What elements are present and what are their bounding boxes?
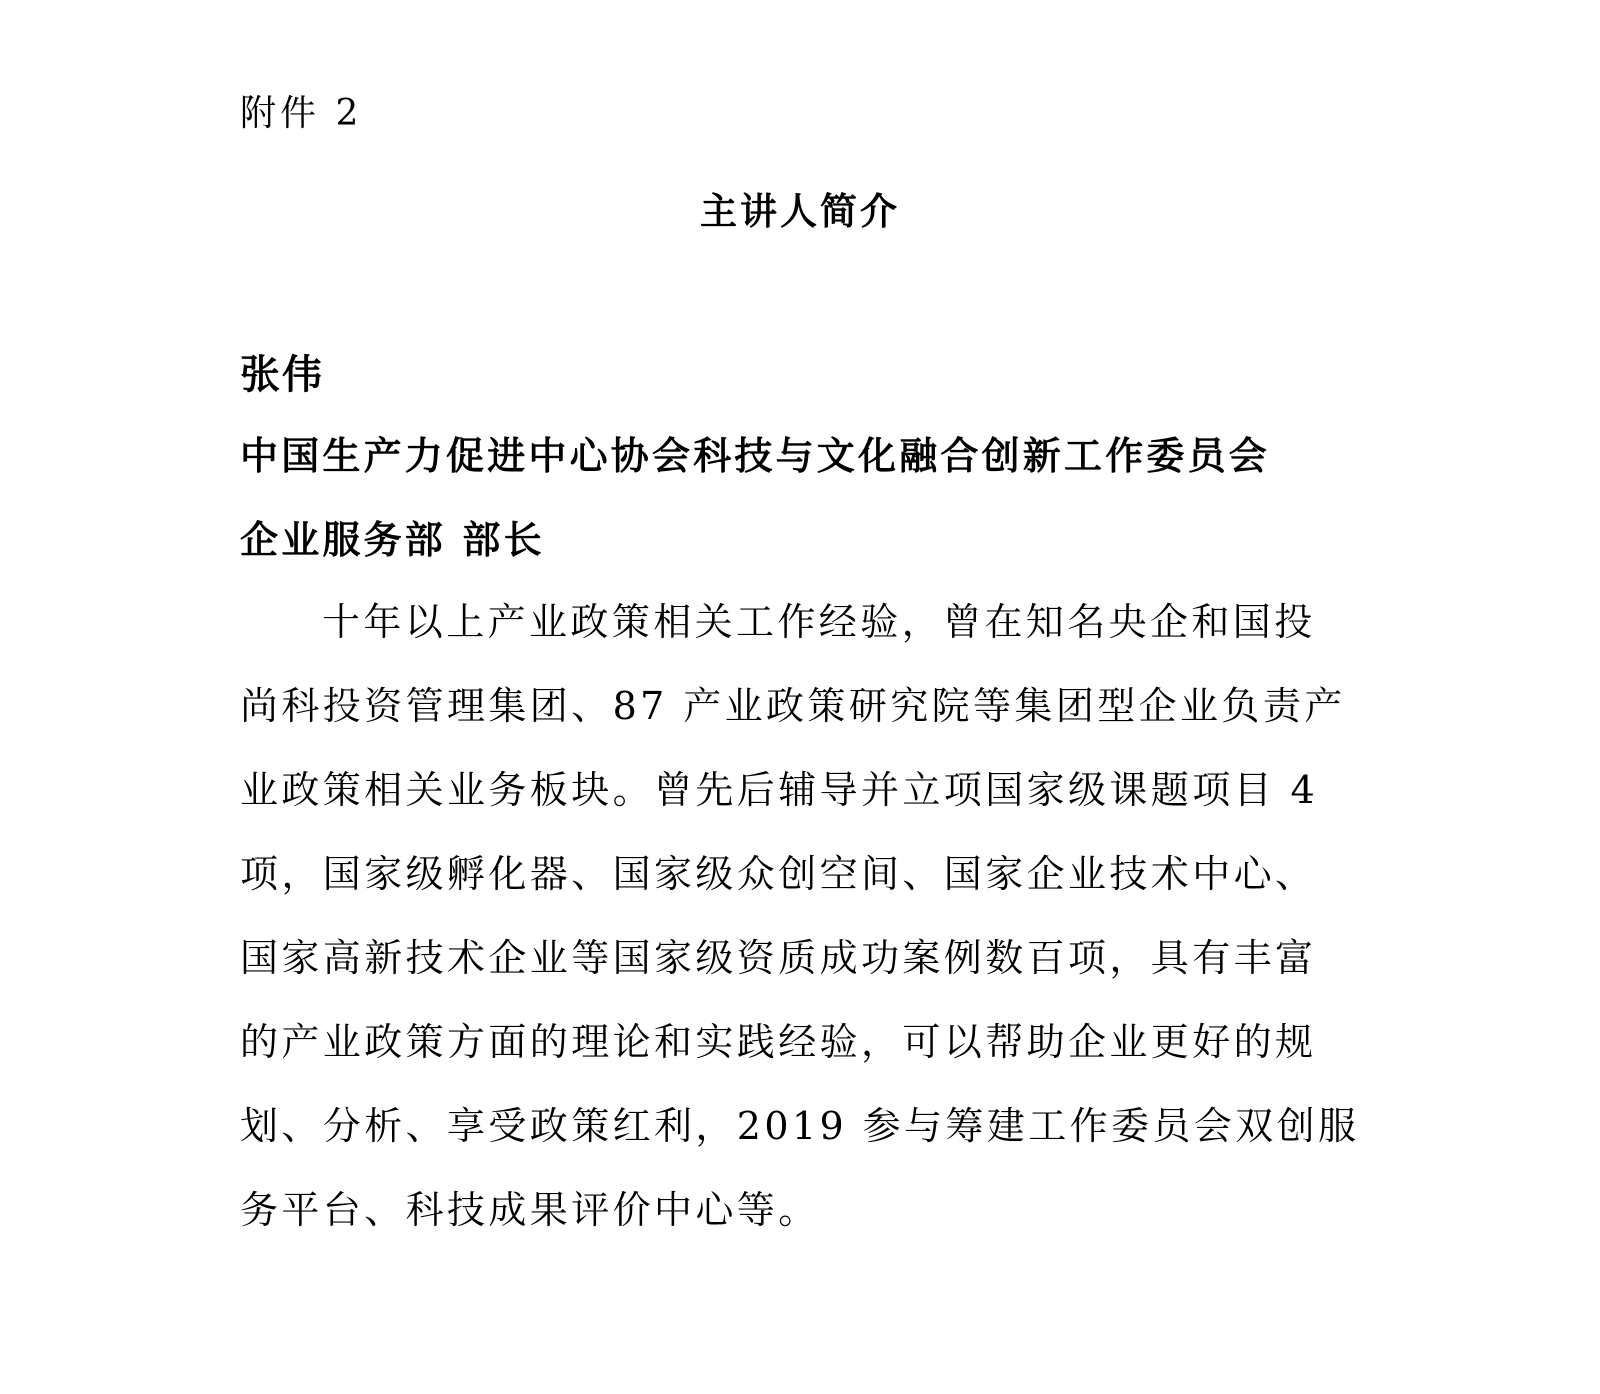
bio-line: 尚科投资管理集团、87 产业政策研究院等集团型企业负责产: [240, 684, 1346, 728]
speaker-organization: 中国生产力促进中心协会科技与文化融合创新工作委员会: [240, 434, 1271, 478]
bio-line: 业政策相关业务板块。曾先后辅导并立项国家级课题项目 4: [240, 768, 1319, 812]
speaker-position: 企业服务部 部长: [240, 518, 545, 562]
attachment-label: 附件 2: [240, 93, 363, 134]
bio-line: 项，国家级孵化器、国家级众创空间、国家企业技术中心、: [240, 852, 1317, 896]
bio-line: 国家高新技术企业等国家级资质成功案例数百项，具有丰富: [240, 936, 1317, 980]
bio-line: 划、分析、享受政策红利，2019 参与筹建工作委员会双创服: [240, 1104, 1360, 1148]
bio-line: 十年以上产业政策相关工作经验，曾在知名央企和国投: [322, 600, 1316, 644]
page-title: 主讲人简介: [700, 190, 900, 233]
bio-line: 的产业政策方面的理论和实践经验，可以帮助企业更好的规: [240, 1020, 1317, 1064]
bio-line: 务平台、科技成果评价中心等。: [240, 1188, 820, 1232]
speaker-name: 张伟: [240, 352, 324, 398]
speaker-bio: [240, 596, 1360, 1268]
